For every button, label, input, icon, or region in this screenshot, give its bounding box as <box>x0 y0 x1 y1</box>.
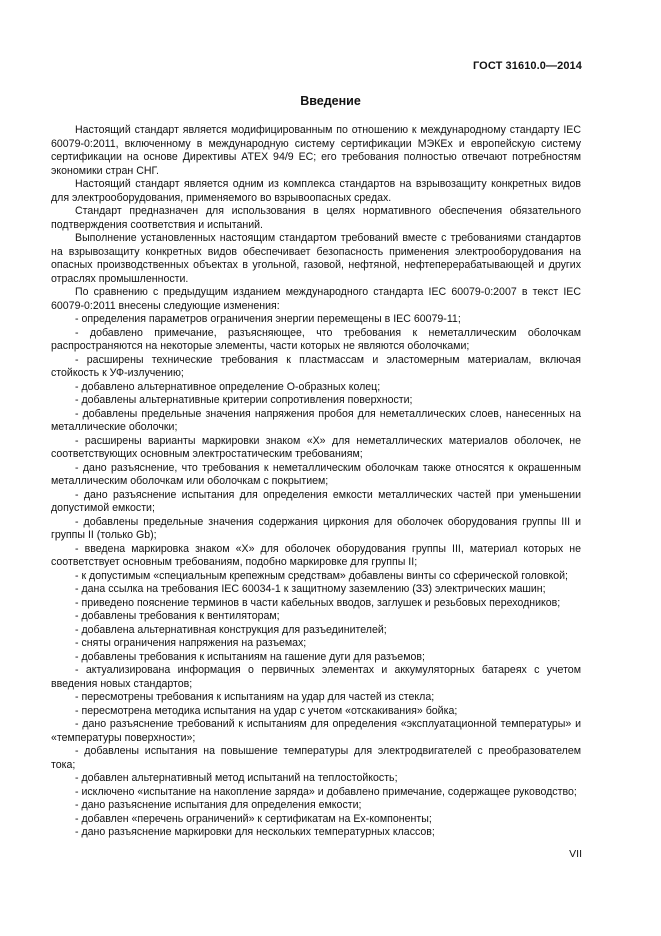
section-title: Введение <box>300 94 361 108</box>
change-list-item: - актуализирована информация о первичных элементах и аккумуляторных батареях с учетом введения новых стандартов; <box>51 664 581 690</box>
change-list-item: - добавлены требования к испытаниям на гашение дуги для разъемов; <box>75 650 425 663</box>
change-list-item: - дано разъяснение испытания для определения емкости; <box>75 799 362 811</box>
change-list-item: - приведено пояснение терминов в части кабельных вводов, заглушек и резьбовых переходников; <box>75 596 561 609</box>
change-list-item: - дано разъяснение требований к испытаниям для определения «эксплуатационной температуры» и «температуры поверхности»; <box>51 718 581 744</box>
change-list-item: - добавлены требования к вентиляторам; <box>75 610 280 622</box>
change-list-item: - дана ссылка на требования IEC 60034-1 к защитному заземлению (ЗЗ) электрических машин; <box>75 583 546 595</box>
change-list-item: - к допустимым «специальным крепежным средствам» добавлены винты со сферической головкой; <box>75 569 568 582</box>
change-list-item: - добавлены альтернативные критерии сопротивления поверхности; <box>75 394 413 406</box>
paragraph: Стандарт предназначен для использования в целях нормативного обеспечения обязательного подтверждения соответствия и испытаний. <box>51 205 581 231</box>
change-list-item: - исключено «испытание на накопление заряда» и добавлено примечание, содержащее руководство; <box>75 785 577 798</box>
paragraph: Настоящий стандарт является модифицированным по отношению к международному стандарту IEC 60079-0:2011, включенному в международную систему сертификации МЭКЕх и европейскую систему сертификации на основе Директивы АТЕХ 94/9 ЕС; его требования полностью отвечают потребностям экономики стран СНГ. <box>51 124 581 177</box>
page-number: VII <box>569 848 582 860</box>
body-text <box>51 124 581 840</box>
change-list-item: - определения параметров ограничения энергии перемещены в IEC 60079-11; <box>75 313 461 325</box>
change-list-item: - пересмотрены требования к испытаниям на удар для частей из стекла; <box>75 691 435 703</box>
change-list-item: - пересмотрена методика испытания на удар с учетом «отскакивания» бойка; <box>75 704 458 717</box>
paragraph: Выполнение установленных настоящим стандартом требований вместе с требованиями стандартов на взрывозащиту конкретных видов обеспечивает безопасность применения электрооборудования на опасных производственных объектах в угольной, газовой, нефтяной, нефтеперерабатывающей и других отраслях промышленности. <box>51 232 581 285</box>
change-list-item: - расширены варианты маркировки знаком «X» для неметаллических материалов оболочек, не соответствующих основным электростатическим требованиям; <box>51 434 581 460</box>
change-list-item: - сняты ограничения напряжения на разъемах; <box>75 637 307 649</box>
change-list-item: - добавлены предельные значения содержания циркония для оболочек оборудования группы III и группы II (только Gb); <box>51 515 581 541</box>
standard-designation: ГОСТ 31610.0—2014 <box>472 60 582 72</box>
change-list-item: - добавлена альтернативная конструкция для разъединителей; <box>75 623 387 636</box>
change-list-item: - добавлено примечание, разъясняющее, что требования к неметаллическим оболочкам распространяются на некоторые элементы, части которых не являются оболочками; <box>51 326 581 352</box>
change-list-item: - добавлен «перечень ограничений» к сертификатам на Ex-компоненты; <box>75 812 432 825</box>
paragraph: Настоящий стандарт является одним из комплекса стандартов на взрывозащиту конкретных видов для электрооборудования, применяемого во взрывоопасных средах. <box>51 178 581 204</box>
paragraph: По сравнению с предыдущим изданием международного стандарта IEC 60079-0:2007 в текст IEC 60079-0:2011 внесены следующие изменения: <box>51 286 581 312</box>
change-list-item: - добавлено альтернативное определение О-образных колец; <box>75 380 381 393</box>
change-list-item: - дано разъяснение маркировки для нескольких температурных классов; <box>75 826 435 838</box>
change-list-item: - добавлены предельные значения напряжения пробоя для неметаллических слоев, нанесенных на металлические оболочки; <box>51 407 581 433</box>
change-list-item: - дано разъяснение испытания для определения емкости металлических частей при уменьшении допустимой емкости; <box>51 488 581 514</box>
change-list-item: - добавлены испытания на повышение температуры для электродвигателей с преобразователем тока; <box>51 745 581 771</box>
change-list-item: - добавлен альтернативный метод испытаний на теплостойкость; <box>75 772 398 784</box>
change-list-item: - расширены технические требования к пластмассам и эластомерным материалам, включая стойкость к УФ-излучению; <box>51 353 581 379</box>
change-list-item: - дано разъяснение, что требования к неметаллическим оболочкам также относятся к окрашенным металлическим оболочкам или оболочкам с покрытием; <box>51 461 581 487</box>
change-list-item: - введена маркировка знаком «X» для оболочек оборудования группы III, материал которых не соответствует основным требованиям, подобно маркировке для группы II; <box>51 542 581 568</box>
